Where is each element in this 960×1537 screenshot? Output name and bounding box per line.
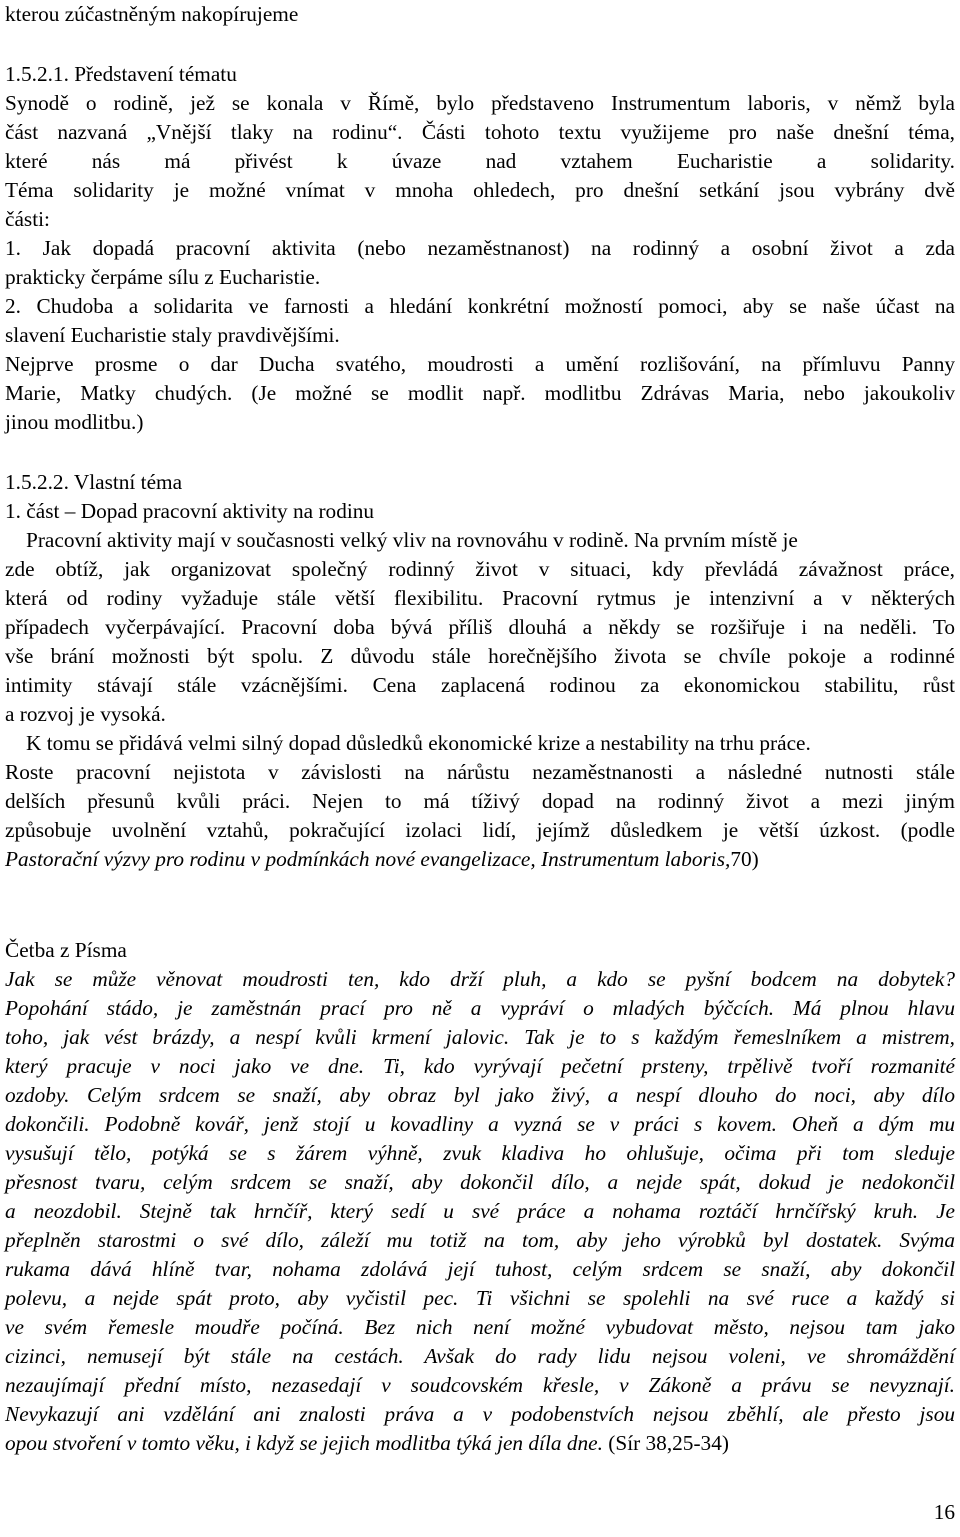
paragraph-line: K tomu se přidává velmi silný dopad důsledků ekonomické krize a nestability na trhu práce. — [26, 731, 811, 755]
paragraph-line: části: — [5, 207, 50, 231]
scripture-line: přesnost tvaru, celým srdcem se snaží, aby dokončil dílo, a nejde spát, dokud je nedokončil — [5, 1170, 955, 1194]
paragraph-line: intimity stávají stále vzácnějšími. Cena zaplacená rodinou za ekonomickou stabilitu, růst — [5, 673, 955, 697]
paragraph-line: delších přesunů kvůli práci. Nejen to má tíživý dopad na rodinný život a mezi jiným — [5, 789, 955, 813]
document-page — [5, 0, 955, 1458]
scripture-line: cizinci, nemusejí být stále na cestách. Avšak do rady lidu nejsou voleni, ve shromáždění — [5, 1344, 955, 1368]
scripture-line: Popohání stádo, je zaměstnán prací pro ně a vypráví o mladých býčcích. Má plnou hlavu — [5, 996, 955, 1020]
scripture-heading: Četba z Písma — [5, 938, 127, 962]
list-item-1: 1. Jak dopadá pracovní aktivita (nebo nezaměstnanost) na rodinný a osobní život a zda — [5, 236, 955, 260]
scripture-line: ve svém řemesle moudře počíná. Bez nich není možné vybudovat město, nejsou tam jako — [5, 1315, 955, 1339]
scripture-line: rukama dává hlíně tvar, nohama zdolává její tuhost, celým srdcem se snaží, aby dokončil — [5, 1257, 955, 1281]
spacer — [5, 905, 955, 936]
scripture-line: ozdoby. Celým srdcem se snaží, aby obraz byl jako živý, a nespí dlouho do noci, aby dílo — [5, 1083, 955, 1107]
paragraph-line: Roste pracovní nejistota v závislosti na nárůstu nezaměstnanosti a následné nutnosti stále — [5, 760, 955, 784]
spacer — [5, 437, 955, 468]
list-item-2-cont: slavení Eucharistie staly pravdivějšími. — [5, 323, 340, 347]
spacer — [5, 874, 955, 905]
paragraph-line: jinou modlitbu.) — [5, 410, 144, 434]
paragraph-line: Nejprve prosme o dar Ducha svatého, moudrosti a umění rozlišování, na přímluvu Panny — [5, 352, 955, 376]
paragraph-line: případech vyčerpávající. Pracovní doba bývá příliš dlouhá a někdy se rozšiřuje i na neděli. To — [5, 615, 955, 639]
scripture-line: toho, jak vést brázdy, a nespí kvůli krmení jalovic. Tak je to s každým řemeslníkem a mistrem, — [5, 1025, 955, 1049]
paragraph-line: vše brání možnosti být spolu. Z důvodu stále horečnějšího života se chvíle pokoje a rodinné — [5, 644, 955, 668]
scripture-line: dokončili. Podobně kovář, jenž stojí u kovadliny a vyzná se v práci s kovem. Oheň a dým mu — [5, 1112, 955, 1136]
paragraph-line: Marie, Matky chudých. (Je možné se modlit např. modlitbu Zdrávas Maria, nebo jakoukoliv — [5, 381, 955, 405]
scripture-line: Nevykazují ani vzdělání ani znalosti práva a v podobenstvích nejsou zběhlí, ale přesto jsou — [5, 1402, 955, 1426]
scripture-line: přeplněn starostmi o své dílo, záleží mu totiž na tom, aby jeho výrobků byl dostatek. Svýma — [5, 1228, 955, 1252]
paragraph-line: která od rodiny vyžaduje stále větší flexibilitu. Pracovní rytmus je intenzivní a v některých — [5, 586, 955, 610]
scripture-last-text: opou stvoření v tomto věku, i když se jejich modlitba týká jen díla dne. — [5, 1431, 603, 1455]
spacer — [5, 29, 955, 60]
scripture-line: vysušují tělo, potýká se s žárem výhně, zvuk kladiva ho ohlušuje, očima při tom sleduje — [5, 1141, 955, 1165]
paragraph-line: Téma solidarity je možné vnímat v mnoha ohledech, pro dnešní setkání jsou vybrány dvě — [5, 178, 955, 202]
section-heading-1-5-2-1: 1.5.2.1. Představení tématu — [5, 62, 237, 86]
paragraph-line: Pracovní aktivity mají v současnosti velký vliv na rovnováhu v rodině. Na prvním místě je — [26, 528, 798, 552]
citation-number: 70) — [730, 847, 759, 871]
scripture-line: nezaujímají přední místo, nezasedají v soudcovském křesle, v Zákoně a právu se nevyznají. — [5, 1373, 955, 1397]
scripture-line: a neozdobil. Stejně tak hrnčíř, který sedí u své práce a nohama roztáčí hrnčířský kruh. Je — [5, 1199, 955, 1223]
section-heading-1-5-2-2: 1.5.2.2. Vlastní téma — [5, 470, 183, 494]
page-number: 16 — [933, 1500, 955, 1524]
paragraph-line: a rozvoj je vysoká. — [5, 702, 166, 726]
paragraph-line: Synodě o rodině, jež se konala v Římě, bylo představeno Instrumentum laboris, v němž byla — [5, 91, 955, 115]
scripture-last-line — [5, 1429, 955, 1458]
list-item-2: 2. Chudoba a solidarita ve farnosti a hledání konkrétní možností pomoci, aby se naše účast na — [5, 294, 955, 318]
scripture-reference: (Sír 38,25-34) — [602, 1431, 729, 1455]
continuation-line: kterou zúčastněným nakopírujeme — [5, 2, 299, 26]
subheading-part-1: 1. část – Dopad pracovní aktivity na rodinu — [5, 499, 375, 523]
list-item-1-cont: prakticky čerpáme sílu z Eucharistie. — [5, 265, 321, 289]
paragraph-line: zde obtíž, jak organizovat společný rodinný život v situaci, kdy převládá závažnost práce, — [5, 557, 955, 581]
citation-title: Pastorační výzvy pro rodinu v podmínkách nové evangelizace, Instrumentum laboris, — [5, 847, 731, 871]
paragraph-line: část nazvaná „Vnější tlaky na rodinu“. Části tohoto textu využijeme pro naše dnešní téma, — [5, 120, 955, 144]
scripture-line: polevu, a nejde spát proto, aby vyčistil pec. Ti všichni se spolehli na své ruce a každý si — [5, 1286, 955, 1310]
scripture-line: který pracuje v noci jako ve dne. Ti, kdo vyrývají pečetní prsteny, trpělivě tvoří rozmanité — [5, 1054, 955, 1078]
paragraph-line: které nás má přivést k úvaze nad vztahem Eucharistie a solidarity. — [5, 149, 955, 173]
scripture-line: Jak se může věnovat moudrosti ten, kdo drží pluh, a kdo se pyšní bodcem na dobytek? — [5, 967, 955, 991]
citation-line — [5, 845, 955, 874]
paragraph-line: způsobuje uvolnění vztahů, pokračující izolaci lidí, jejímž důsledkem je větší úzkost. (podle — [5, 818, 955, 842]
